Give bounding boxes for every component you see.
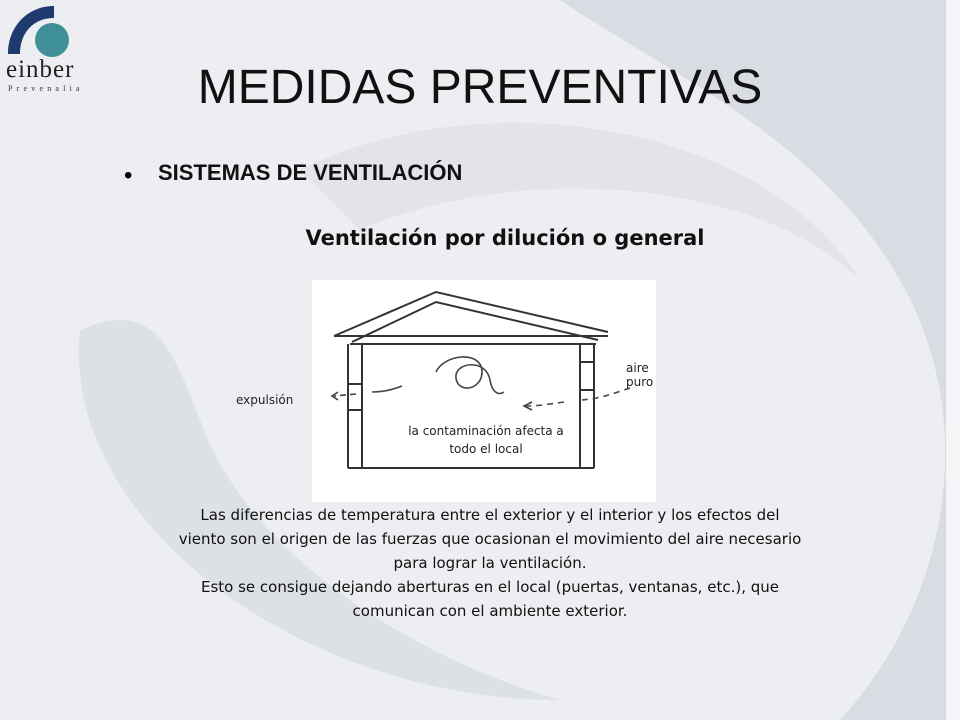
body-line: viento son el origen de las fuerzas que ocasionan el movimiento del aire necesario [178, 530, 802, 548]
body-line: Esto se consigue dejando aberturas en el local (puertas, ventanas, etc.), que [201, 578, 779, 596]
logo-tagline: Prevenalia [8, 84, 84, 93]
logo-wordmark: einber [6, 56, 75, 83]
contamination-loop [436, 357, 504, 394]
bullet-heading: SISTEMAS DE VENTILACIÓN [158, 160, 463, 185]
body-line: comunican con el ambiente exterior. [352, 602, 628, 620]
bullet-dot-icon: • [124, 162, 133, 189]
expulsion-arrow [372, 386, 402, 392]
ventilation-diagram [312, 280, 656, 502]
roof-outer [334, 292, 608, 336]
body-paragraph [100, 503, 880, 623]
diagram-subtitle: Ventilación por dilución o general [305, 226, 705, 250]
label-contaminacion [386, 422, 586, 458]
body-line: Las diferencias de temperatura entre el exterior y el interior y los efectos del [200, 506, 780, 524]
label-contaminacion-line1: la contaminación afecta a [408, 424, 564, 438]
label-contaminacion-line2: todo el local [449, 442, 523, 456]
body-line: para lograr la ventilación. [393, 554, 587, 572]
label-aire-puro: aire puro [626, 361, 654, 389]
slide-title: MEDIDAS PREVENTIVAS [197, 61, 763, 114]
label-expulsion: expulsión [236, 393, 294, 407]
house-drawing [312, 280, 656, 502]
